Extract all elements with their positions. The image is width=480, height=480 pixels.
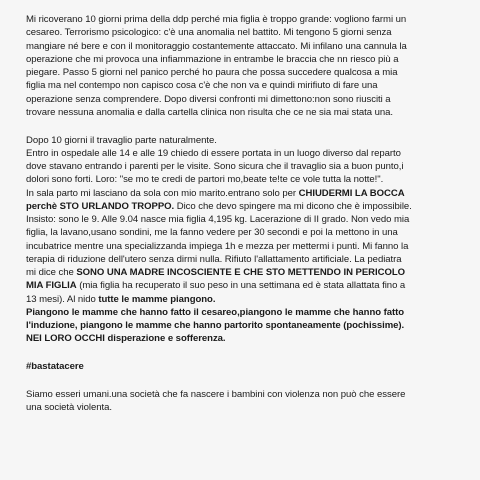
text-line: una società violenta. (26, 402, 112, 413)
text-segment: (mia figlia ha recuperato il suo peso in una settimana ed è stata allattata fino a (76, 280, 406, 292)
hashtag: #bastatacere (26, 361, 84, 372)
paragraph-gap (26, 346, 466, 361)
text-line (26, 187, 466, 200)
text-line (26, 266, 466, 279)
text-line (26, 293, 466, 306)
text-line: Siamo esseri umani.una società che fa nascere i bambini con violenza non può che essere (26, 388, 406, 400)
bold-text-line: NEI LORO OCCHI disperazione e sofferenza. (26, 333, 226, 345)
text-line (26, 279, 466, 292)
text-segment: 13 mesi). Al nido (26, 293, 99, 305)
text-line: Entro in ospedale alle 14 e alle 19 chiedo di essere portata in un luogo diverso dal reparto (26, 147, 401, 159)
text-line: dove stavano entrando i parenti per le visite. Sono sicura che il travaglio sia a buon punto,i (26, 161, 404, 172)
text-segment: Dico che devo spingere ma mi dicono che è impossibile. (174, 200, 412, 212)
bold-text-segment: CHIUDERMI LA BOCCA (298, 187, 405, 199)
text-line: cesareo. Terrorismo psicologico: c'è una anomalia nel battito. Mi tengono 5 giorni senza (26, 27, 392, 39)
text-line: terapia di riduzione dell'utero senza dirmi nulla. Rifiuto l'allattamento artificiale. La pediatra (26, 253, 402, 265)
bold-text-line: l'induzione, piangono le mamme che hanno partorito spontaneamente (pochissime). (26, 320, 405, 331)
text-line: Mi ricoverano 10 giorni prima della ddp perché mia figlia è troppo grande: vogliono farmi un (26, 14, 407, 25)
paragraph-travaglio (26, 134, 466, 346)
text-line: incubatrice mentre una specializzanda impiega 1h e mezza per mettermi i punti. Mi fanno la (26, 240, 409, 252)
text-line: Insisto: sono le 9. Alle 9.04 nasce mia figlia 4,195 kg. Lacerazione di II grado. Non vedo mia (26, 214, 410, 225)
bold-text-segment: MIA FIGLIA (26, 280, 77, 292)
text-line: figlia, la lavano,usano sondini, me la fanno vedere per 30 secondi e poi la mettono in una (26, 227, 398, 239)
paragraph-gap (26, 119, 466, 134)
text-line: trovare nessuna anomalia e dalla cartella clinica non risulta che ce ne sia mai stata una. (26, 106, 393, 118)
text-line: Dopo 10 giorni il travaglio parte naturalmente. (26, 134, 217, 146)
paragraph-closing (26, 388, 466, 415)
text-segment: mi dice che (26, 267, 77, 278)
paragraph-ricovero (26, 13, 466, 119)
text-line: operazione senza comprendere. Dopo diversi confronti mi dimettono:non sono riusciti a (26, 93, 391, 105)
text-line: piegare. Passo 5 giorni nel panico perché ho paura che possa succedere qualcosa a mia (26, 67, 398, 78)
bold-text-segment: tutte le mamme piangono. (98, 293, 216, 305)
text-line: figlia ma nel contempo non capisco cosa c'è che non va e quindi mirifiuto di fare una (26, 80, 378, 92)
text-line (26, 200, 466, 213)
paragraph-gap (26, 373, 466, 388)
text-line: dolori sono forti. Loro: "se mo te credi de partori mo,beate te!te ce vole tutta la notte!". (26, 174, 384, 186)
text-segment: In sala parto mi lasciano da sola con mio marito.entrano solo per (26, 187, 299, 199)
bold-text-line: Piangono le mamme che hanno fatto il cesareo,piangono le mamme che hanno fatto (26, 306, 405, 318)
text-line: mangiare né bere e con il monitoraggio costantemente attaccato. Mi infilano una cannula la (26, 40, 407, 52)
bold-text-segment: perchè STO URLANDO TROPPO. (26, 200, 175, 212)
text-line: operazione che mi provoca una infiammazione in entrambe le braccia che nn riesco più a (26, 53, 399, 65)
hashtag-paragraph (26, 360, 466, 373)
bold-text-segment: SONO UNA MADRE INCOSCIENTE E CHE STO METTENDO IN PERICOLO (76, 267, 406, 278)
